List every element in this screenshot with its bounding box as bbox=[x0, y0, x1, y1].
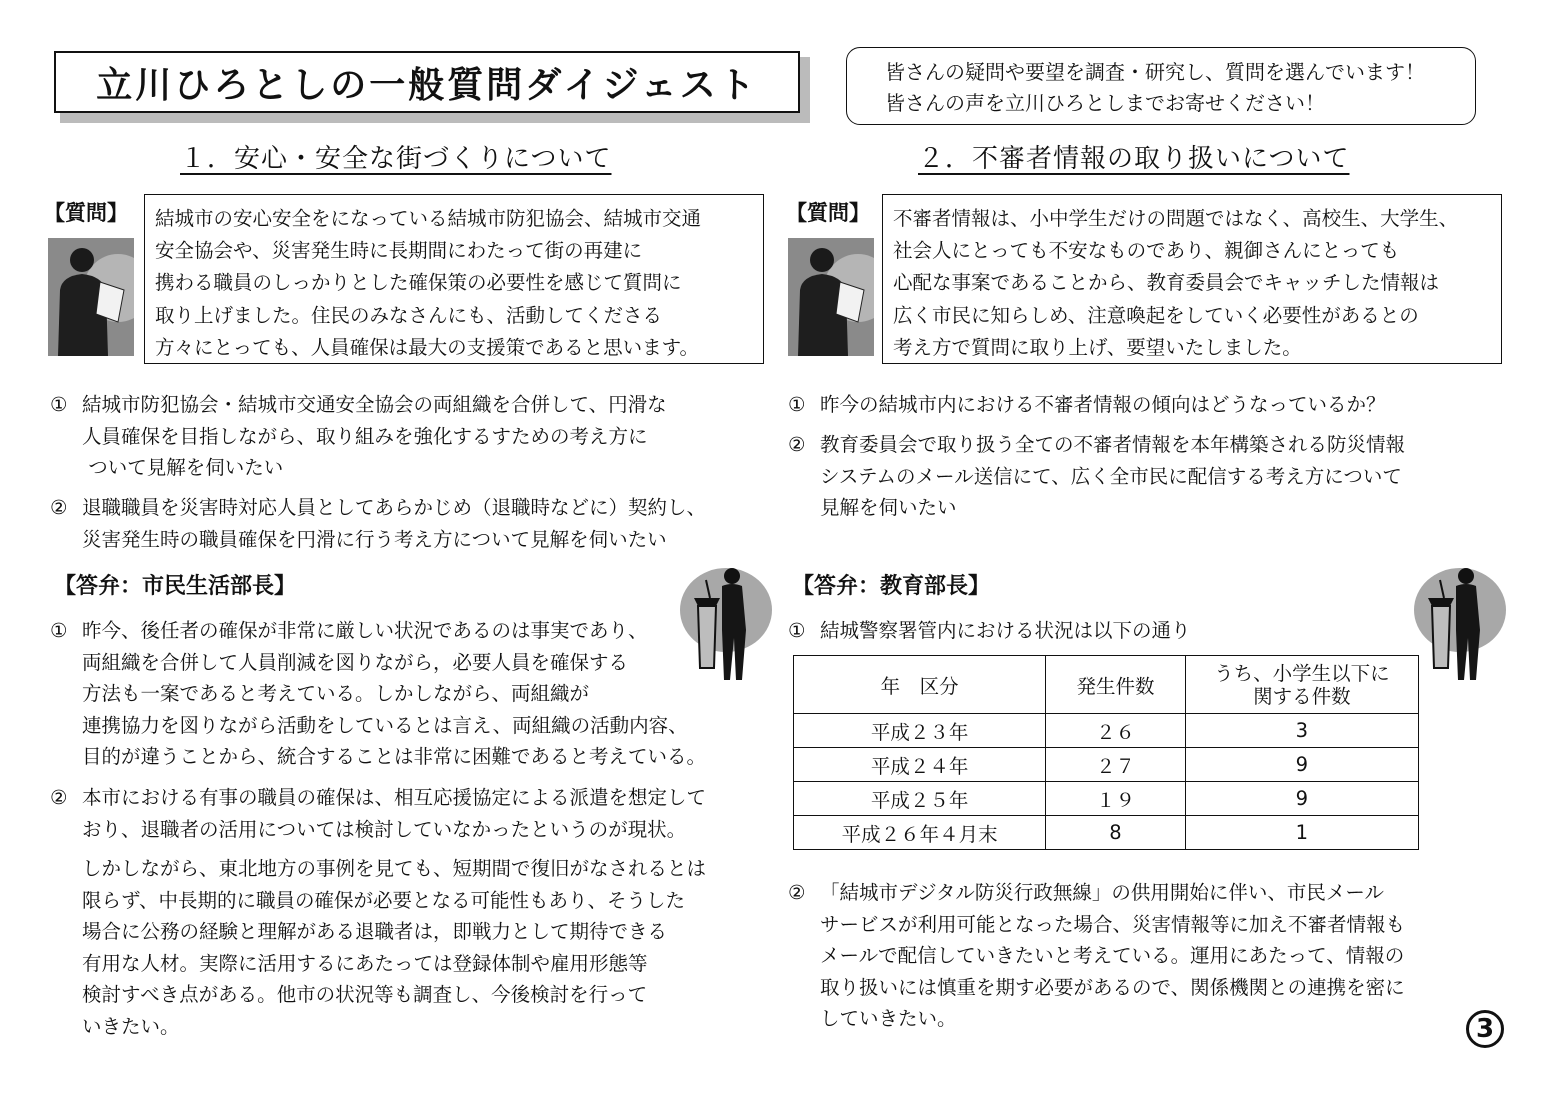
answer-line: サービスが利用可能となった場合、災害情報等に加え不審者情報も bbox=[820, 912, 1406, 936]
table-cell: 平成２５年 bbox=[794, 782, 1046, 816]
item-line: 災害発生時の職員確保を円滑に行う考え方について見解を伺いたい bbox=[82, 527, 667, 551]
questioner-photo bbox=[788, 238, 874, 356]
answer-line: メールで配信していきたいと考えている。運用にあたって、情報の bbox=[820, 944, 1405, 967]
table-cell: ２７ bbox=[1046, 748, 1186, 782]
item-line: 退職職員を災害時対応人員としてあらかじめ（退職時などに）契約し、 bbox=[82, 496, 707, 519]
question-box bbox=[144, 194, 764, 364]
question-box bbox=[882, 194, 1502, 364]
item-line: 人員確保を目指しながら、取り組みを強化するすための考え方に bbox=[82, 424, 648, 448]
table-cell: 9 bbox=[1185, 748, 1418, 782]
table-cell: 平成２３年 bbox=[794, 714, 1046, 748]
question-line: 方々にとっても、人員確保は最大の支援策であると思います。 bbox=[155, 335, 700, 359]
answer-line: 目的が違うことから、統合することは非常に困難であると考えている。 bbox=[82, 745, 707, 768]
answer-line: 取り扱いには慎重を期す必要があるので、関係機関との連携を密に bbox=[820, 975, 1405, 999]
answer-line: 方法も一案であると考えている。しかしながら、両組織が bbox=[82, 682, 590, 705]
answer-line: いきたい。 bbox=[82, 1014, 180, 1038]
answer-line: 両組織を合併して人員削減を図りながら，必要人員を確保する bbox=[82, 650, 629, 674]
notice-line: 皆さんの声を立川ひろとしまでお寄せください！ bbox=[885, 91, 1325, 115]
table-cell: １９ bbox=[1046, 782, 1186, 816]
answer-item bbox=[50, 782, 706, 845]
page-title: 立川ひろとしの一般質問ダイジェスト bbox=[54, 51, 800, 113]
table-row bbox=[794, 816, 1419, 850]
answer-line: していきたい。 bbox=[820, 1007, 957, 1030]
notice-box bbox=[846, 47, 1476, 125]
answer-line: 有用な人材。実際に活用するにあたっては登録体制や雇用形態等 bbox=[82, 951, 648, 975]
question-line: 社会人にとっても不安なものであり、親御さんにとっても bbox=[893, 239, 1400, 263]
item-number: ① bbox=[50, 393, 68, 416]
table-cell: 3 bbox=[1185, 714, 1418, 748]
answer-line: 昨今、後任者の確保が非常に厳しい状況であるのは事実であり、 bbox=[82, 619, 648, 642]
questioner-photo bbox=[48, 238, 134, 356]
question-line: 取り上げました。住民のみなさんにも、活動してくださる bbox=[155, 303, 663, 327]
question-item bbox=[788, 429, 1405, 524]
table-row bbox=[794, 782, 1419, 816]
question-label: 【質問】 bbox=[786, 201, 870, 225]
speaker-at-podium bbox=[1410, 558, 1506, 688]
table-header-cell: 年 区分 bbox=[794, 656, 1046, 714]
table-cell: 9 bbox=[1185, 782, 1418, 816]
table-cell: ２６ bbox=[1046, 714, 1186, 748]
table-cell: 1 bbox=[1185, 816, 1418, 850]
item-line: 教育委員会で取り扱う全ての不審者情報を本年構築される防災情報 bbox=[820, 433, 1406, 456]
answer-line: 連携協力を図りながら活動をしているとは言え、両組織の活動内容、 bbox=[82, 713, 688, 737]
question-line: 安全協会や、災害発生時に長期間にわたって街の再建に bbox=[155, 239, 643, 263]
item-line: 結城市防犯協会・結城市交通安全協会の両組織を合併して、円滑な bbox=[82, 393, 667, 416]
answer-line: 限らず、中長期的に職員の確保が必要となる可能性もあり、そうした bbox=[82, 888, 685, 912]
question-line: 考え方で質問に取り上げ、要望いたしました。 bbox=[893, 335, 1302, 359]
question-item bbox=[50, 389, 667, 484]
answer-item bbox=[788, 615, 1191, 647]
answer-continuation bbox=[82, 853, 706, 1042]
table-cell: 8 bbox=[1046, 816, 1186, 850]
item-number: ② bbox=[50, 786, 68, 809]
answer-item bbox=[50, 615, 706, 773]
speaker-silhouette-icon bbox=[48, 238, 134, 356]
item-number: ② bbox=[50, 496, 68, 519]
item-number: ① bbox=[788, 619, 806, 642]
item-number: ② bbox=[788, 881, 806, 904]
table-header-cell: 発生件数 bbox=[1046, 656, 1186, 714]
section2-title: ２．不審者情報の取り扱いについて bbox=[918, 144, 1350, 174]
answer-line: おり、退職者の活用については検討していなかったというのが現状。 bbox=[82, 817, 687, 841]
question-label: 【質問】 bbox=[44, 201, 128, 225]
answer-line: 検討すべき点がある。他市の状況等も調査し、今後検討を行って bbox=[82, 983, 648, 1006]
table-row bbox=[794, 748, 1419, 782]
table-cell: 平成２４年 bbox=[794, 748, 1046, 782]
answer-label: 【答弁：市民生活部長】 bbox=[54, 574, 297, 599]
item-line: システムのメール送信にて、広く全市民に配信する考え方について bbox=[820, 464, 1402, 488]
answer-label: 【答弁：教育部長】 bbox=[792, 574, 991, 599]
table-row bbox=[794, 714, 1419, 748]
answer-line: 「結城市デジタル防災行政無線」の供用開始に伴い、市民メール bbox=[820, 881, 1384, 904]
speaker-silhouette-icon bbox=[788, 238, 874, 356]
answer-line: 結城警察署管内における状況は以下の通り bbox=[820, 619, 1191, 642]
question-line: 広く市民に知らしめ、注意喚起をしていく必要性があるとの bbox=[893, 303, 1419, 327]
incident-table bbox=[793, 655, 1419, 850]
question-line: 結城市の安心安全をになっている結城市防犯協会、結城市交通 bbox=[155, 207, 702, 230]
question-item bbox=[788, 389, 1386, 421]
answer-line: しかしながら、東北地方の事例を見ても、短期間で復旧がなされるとは bbox=[82, 857, 707, 880]
item-number: ② bbox=[788, 433, 806, 456]
notice-line: 皆さんの疑問や要望を調査・研究し、質問を選んでいます！ bbox=[885, 60, 1425, 84]
section1-title: １．安心・安全な街づくりについて bbox=[180, 144, 612, 174]
question-line: 不審者情報は、小中学生だけの問題ではなく、高校生、大学生、 bbox=[893, 207, 1459, 230]
item-line: 見解を伺いたい bbox=[820, 496, 957, 519]
answer-line: 本市における有事の職員の確保は、相互応援協定による派遣を想定して bbox=[82, 786, 707, 809]
item-line: ついて見解を伺いたい bbox=[82, 456, 284, 479]
question-line: 携わる職員のしっかりとした確保策の必要性を感じて質問に bbox=[155, 271, 682, 295]
item-line: 昨今の結城市内における不審者情報の傾向はどうなっているか？ bbox=[820, 393, 1386, 416]
table-header-row bbox=[794, 656, 1419, 714]
item-number: ① bbox=[788, 393, 806, 416]
answer-line: 場合に公務の経験と理解がある退職者は，即戦力として期待できる bbox=[82, 920, 668, 943]
table-cell: 平成２６年４月末 bbox=[794, 816, 1046, 850]
item-number: ① bbox=[50, 619, 68, 642]
page-number: 3 bbox=[1466, 1010, 1504, 1048]
question-line: 心配な事案であることから、教育委員会でキャッチした情報は bbox=[893, 271, 1440, 295]
podium-speaker-icon bbox=[1410, 558, 1506, 688]
answer-item bbox=[788, 877, 1405, 1035]
question-item bbox=[50, 492, 706, 555]
table-header-cell: うち、小学生以下に 関する件数 bbox=[1185, 656, 1418, 714]
